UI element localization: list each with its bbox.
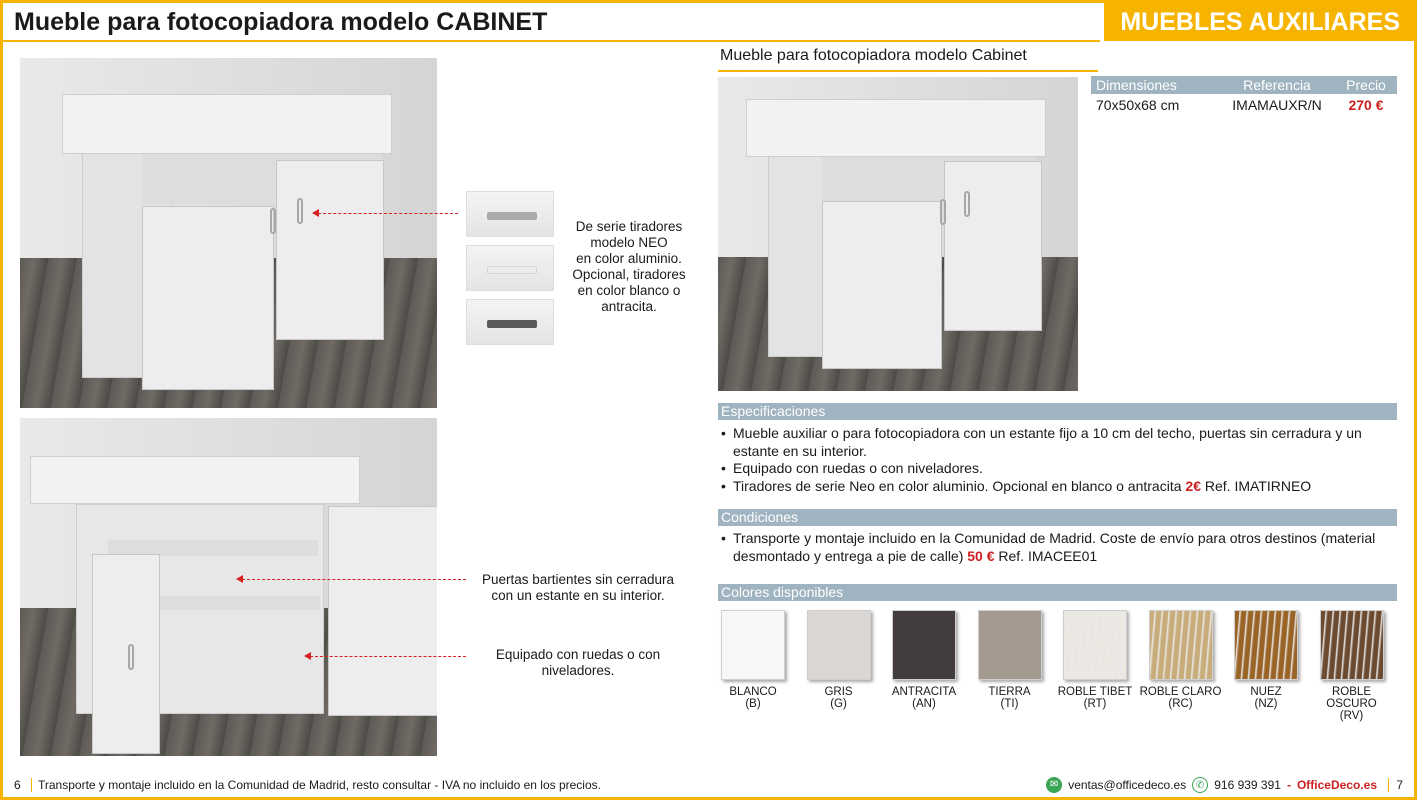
category-banner: MUEBLES AUXILIARES xyxy=(1104,3,1414,41)
color-swatch-roble-oscuro xyxy=(1320,610,1384,680)
color-label xyxy=(708,686,798,710)
header-referencia: Referencia xyxy=(1243,77,1311,93)
footer xyxy=(0,774,1417,796)
color-swatch-gris xyxy=(807,610,871,680)
spec-item: • Mueble auxiliar o para fotocopiadora con un estante fijo a 10 cm del techo, puertas sin cerradura y un estante en su interior. xyxy=(720,425,1400,460)
color-label xyxy=(965,686,1055,710)
color-label xyxy=(1221,686,1311,710)
color-label xyxy=(1050,686,1140,710)
footer-email[interactable]: ventas@officedeco.es xyxy=(1068,778,1187,792)
handles-pointer-head xyxy=(312,209,319,217)
footer-note: Transporte y montaje incluido en la Comunidad de Madrid, resto consultar - IVA no incluido en los precios. xyxy=(38,778,601,792)
doors-pointer xyxy=(242,579,466,580)
price-table xyxy=(1091,76,1397,116)
cell-referencia: IMAMAUXR/N xyxy=(1232,97,1322,113)
color-swatch-nuez xyxy=(1234,610,1298,680)
color-name: ROBLE OSCURO xyxy=(1326,686,1377,710)
footer-phone[interactable]: 916 939 391 xyxy=(1214,778,1281,792)
product-title: Mueble para fotocopiadora modelo Cabinet xyxy=(720,47,1027,64)
phone-icon: ✆ xyxy=(1192,777,1208,793)
color-swatch-blanco xyxy=(721,610,785,680)
page-number-right: 7 xyxy=(1396,778,1403,792)
header-dimensiones: Dimensiones xyxy=(1096,77,1177,93)
color-name: ROBLE TIBET xyxy=(1057,686,1133,698)
product-photo-main xyxy=(718,77,1078,391)
especificaciones-list xyxy=(720,425,1400,495)
footer-separator-right xyxy=(1388,778,1389,792)
doors-caption: Puertas bartientes sin cerradura con un estante en su interior. xyxy=(481,572,675,603)
color-name: GRIS xyxy=(824,686,853,698)
header-precio: Precio xyxy=(1346,77,1386,93)
cell-precio: 270 € xyxy=(1348,97,1384,113)
color-name: NUEZ xyxy=(1250,686,1282,698)
color-label xyxy=(1136,686,1226,710)
product-photo-closed xyxy=(20,58,437,408)
handle-anthracite-swatch xyxy=(466,299,554,345)
condiciones-heading: Condiciones xyxy=(718,509,1397,526)
price-table-row xyxy=(1091,94,1397,116)
handle-aluminium-swatch xyxy=(466,191,554,237)
color-swatch-roble-claro xyxy=(1149,610,1213,680)
color-code: (RC) xyxy=(1168,698,1193,710)
footer-contact xyxy=(1046,774,1377,796)
page-title: Mueble para fotocopiadora modelo CABINET xyxy=(14,8,548,36)
wheels-pointer xyxy=(310,656,466,657)
color-label xyxy=(794,686,884,710)
cell-dimensiones: 70x50x68 cm xyxy=(1096,97,1180,113)
condiciones-list xyxy=(720,530,1400,565)
handle-white-swatch xyxy=(466,245,554,291)
color-label xyxy=(1307,686,1397,722)
color-name: ROBLE CLARO xyxy=(1139,686,1222,698)
frame-left xyxy=(0,0,3,800)
color-label xyxy=(879,686,969,710)
doors-pointer-head xyxy=(236,575,243,583)
footer-separator-left xyxy=(31,778,32,792)
footer-brand[interactable]: OfficeDeco.es xyxy=(1296,778,1377,792)
color-code: (TI) xyxy=(1000,698,1019,710)
color-code: (RT) xyxy=(1083,698,1107,710)
color-code: (B) xyxy=(745,698,761,710)
handles-caption: De serie tiradores modelo NEO en color aluminio. Opcional, tiradores en color blanco o antracita. xyxy=(572,219,686,314)
product-photo-open xyxy=(20,418,437,756)
color-name: ANTRACITA xyxy=(891,686,957,698)
footer-dash: - xyxy=(1286,778,1291,792)
wheels-caption: Equipado con ruedas o con niveladores. xyxy=(495,647,661,678)
color-name: BLANCO xyxy=(729,686,777,698)
color-code: (NZ) xyxy=(1254,698,1278,710)
email-icon: ✉ xyxy=(1046,777,1062,793)
color-name: TIERRA xyxy=(988,686,1031,698)
color-swatch-tierra xyxy=(978,610,1042,680)
colores-heading: Colores disponibles xyxy=(718,584,1397,601)
color-swatch-roble-tibet xyxy=(1063,610,1127,680)
spec-item: • Equipado con ruedas o con niveladores. xyxy=(720,460,1400,478)
price-table-header xyxy=(1091,76,1397,94)
product-title-underline xyxy=(718,70,1098,72)
color-code: (G) xyxy=(830,698,847,710)
header-underline xyxy=(0,40,1100,42)
color-code: (AN) xyxy=(912,698,936,710)
especificaciones-heading: Especificaciones xyxy=(718,403,1397,420)
page-number-left: 6 xyxy=(14,778,21,792)
color-code: (RV) xyxy=(1339,710,1364,722)
condiciones-item: • Transporte y montaje incluido en la Comunidad de Madrid. Coste de envío para otros destinos (material desmontado y entrega a pie de calle) 50 € Ref. IMACEE01 xyxy=(720,530,1400,565)
color-swatch-antracita xyxy=(892,610,956,680)
wheels-pointer-head xyxy=(304,652,311,660)
spec-item: • Tiradores de serie Neo en color aluminio. Opcional en blanco o antracita 2€ Ref. IMATIRNEO xyxy=(720,478,1400,496)
handles-pointer xyxy=(318,213,458,214)
